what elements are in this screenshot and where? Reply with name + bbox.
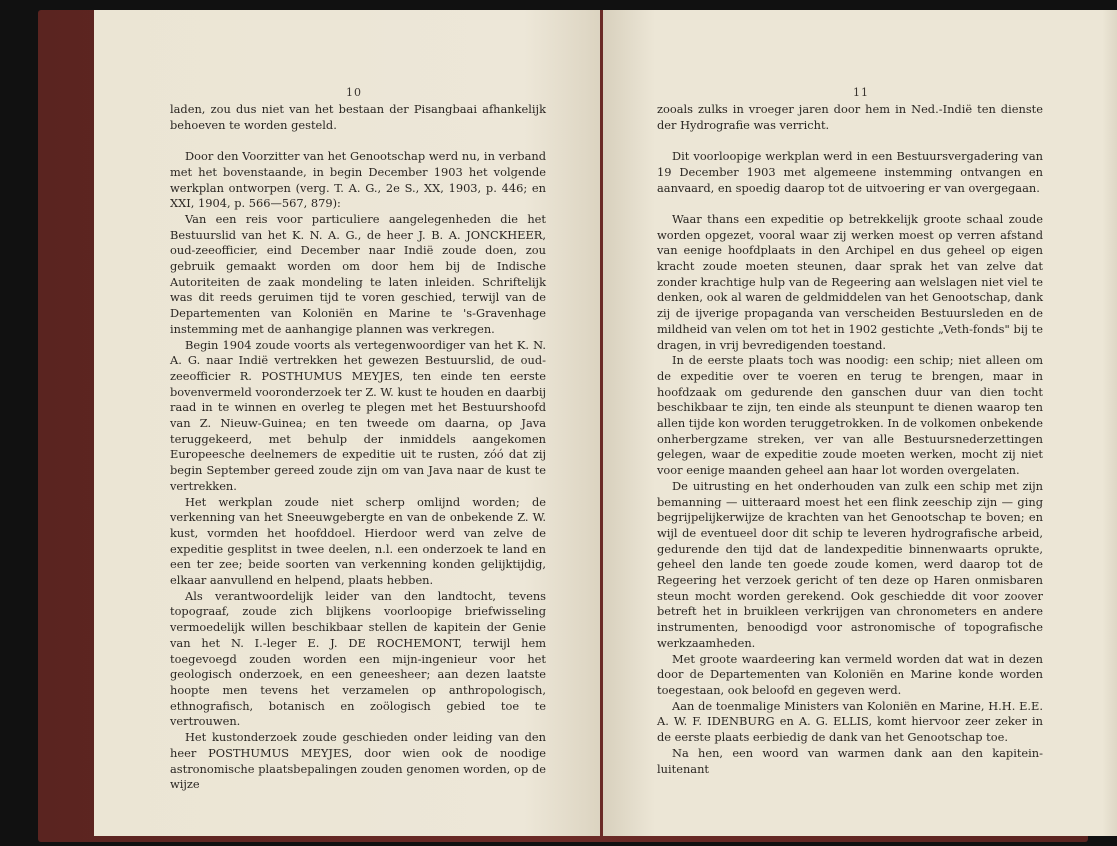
left-page-number: 10 bbox=[346, 86, 362, 99]
book-spread bbox=[38, 10, 1088, 842]
paragraph: Het kustonderzoek zoude geschieden onder leiding van den heer POSTHUMUS MEYJES, door wien ook de noodige astronomische plaatsbepalingen zouden genomen worden, op de wijze bbox=[170, 730, 546, 792]
right-page-text bbox=[657, 102, 1043, 777]
left-page bbox=[94, 10, 600, 836]
right-page-number: 11 bbox=[853, 86, 869, 99]
left-page-text bbox=[170, 102, 546, 793]
paragraph: De uitrusting en het onderhouden van zulk een schip met zijn bemanning — uitteraard moest het een flink zeeschip zijn — ging begrijpelijkerwijze de krachten van het Genootschap te boven; en wijl de eventueel door dit schip te leveren hydrografische arbeid, gedurende den tijd dat de landexpeditie binnenwaarts oprukte, geheel den lande ten goede zoude komen, werd daarop tot de Regeering het verzoek gericht of ten deze op Haren onmisbaren steun mocht worden gerekend. Ook geschiedde dit voor zoover betreft het in bruikleen verkrijgen van chronometers en andere instrumenten, benoodigd voor astronomische of topografische werkzaamheden. bbox=[657, 478, 1043, 650]
paragraph: zooals zulks in vroeger jaren door hem in Ned.-Indië ten dienste der Hydrografie was verricht. bbox=[657, 102, 1043, 132]
paragraph: Dit voorloopige werkplan werd in een Bestuursvergadering van 19 December 1903 met algemeene instemming ontvangen en aanvaard, en spoedig daarop tot de uitvoering er van overgegaan. bbox=[657, 149, 1043, 195]
paragraph: Begin 1904 zoude voorts als vertegenwoordiger van het K. N. A. G. naar Indië vertrekken het gewezen Bestuurslid, de oud-zeeofficier R. POSTHUMUS MEYJES, ten einde ten eerste bovenvermeld vooronderzoek ter Z. W. kust te houden en daarbij raad in te winnen en overleg te plegen met het Bestuurshoofd van Z. Nieuw-Guinea; en ten tweede om daarna, op Java teruggekeerd, met behulp der inmiddels aangekomen Europeesche deelnemers de expeditie uit te rusten, zóó dat zij begin September gereed zoude zijn om van Java naar de kust te vertrekken. bbox=[170, 337, 546, 493]
paragraph: Waar thans een expeditie op betrekkelijk groote schaal zoude worden opgezet, vooral waar zij werken moest op verren afstand van eenige hoofdplaats in den Archipel en dus geheel op eigen kracht zoude moeten steunen, daar sprak het van zelve dat zonder krachtige hulp van de Regeering aan welslagen niet viel te denken, ook al waren de geldmiddelen van het Genootschap, dank zij de ijverige propaganda van verscheiden Bestuursleden en de mildheid van velen om tot het in 1902 gestichte „Veth-fonds" bij te dragen, in vrij bevredigenden toestand. bbox=[657, 211, 1043, 352]
paragraph: Aan de toenmalige Ministers van Koloniën en Marine, H.H. E.E. A. W. F. IDENBURG en A. G. ELLIS, komt hiervoor zeer zeker in de eerste plaats eerbiedig de dank van het Genootschap toe. bbox=[657, 698, 1043, 745]
paragraph: laden, zou dus niet van het bestaan der Pisangbaai afhankelijk behoeven te worden gesteld. bbox=[170, 102, 546, 132]
paragraph: In de eerste plaats toch was noodig: een schip; niet alleen om de expeditie over te voeren en terug te brengen, maar in hoofdzaak om gedurende den ganschen duur van dien tocht beschikbaar te zijn, ten einde als steunpunt te dienen waarop ten allen tijde kon worden teruggetrokken. In de volkomen onbekende onherbergzame streken, ver van alle Bestuursnederzettingen gelegen, waar de expeditie zoude moeten werken, mocht zij niet voor eenige maanden geheel aan haar lot worden overgelaten. bbox=[657, 353, 1043, 478]
right-page bbox=[603, 10, 1117, 836]
paragraph: Door den Voorzitter van het Genootschap werd nu, in verband met het bovenstaande, in begin December 1903 het volgende werkplan ontworpen (verg. T. A. G., 2e S., XX, 1903, p. 446; en XXI, 1904, p. 566—567, 879): bbox=[170, 149, 546, 211]
paragraph: Als verantwoordelijk leider van den landtocht, tevens topograaf, zoude zich blijkens voorloopige briefwisseling vermoedelijk willen beschikbaar stellen de kapitein der Genie van het N. I.-leger E. J. DE ROCHEMONT, terwijl hem toegevoegd zouden worden een mijn-ingenieur voor het geologisch onderzoek, en een geneesheer; aan dezen laatste hoopte men tevens het verzamelen op anthropologisch, ethnografisch, botanisch en zoölogisch gebied toe te vertrouwen. bbox=[170, 588, 546, 729]
paragraph: Van een reis voor particuliere aangelegenheden die het Bestuurslid van het K. N. A. G., de heer J. B. A. JONCKHEER, oud-zeeofficier, eind December naar Indië zoude doen, zou gebruik gemaakt worden om door hem bij de Indische Autoriteiten de zaak mondeling te laten inleiden. Schriftelijk was dit reeds geruimen tijd te voren geschied, terwijl van de Departementen van Koloniën en Marine te 's-Gravenhage instemming met de aanhangige plannen was verkregen. bbox=[170, 211, 546, 336]
paragraph: Met groote waardeering kan vermeld worden dat wat in dezen door de Departementen van Koloniën en Marine konde worden toegestaan, ook beloofd en gegeven werd. bbox=[657, 651, 1043, 697]
paragraph: Het werkplan zoude niet scherp omlijnd worden; de verkenning van het Sneeuwgebergte en van de onbekende Z. W. kust, vormden het hoofddoel. Hierdoor werd van zelve de expeditie gesplitst in twee deelen, n.l. een onderzoek te land en een ter zee; beide soorten van verkenning konden gelijktijdig, elkaar aanvullend en helpend, plaats hebben. bbox=[170, 494, 546, 588]
paragraph: Na hen, een woord van warmen dank aan den kapitein-luitenant bbox=[657, 745, 1043, 776]
